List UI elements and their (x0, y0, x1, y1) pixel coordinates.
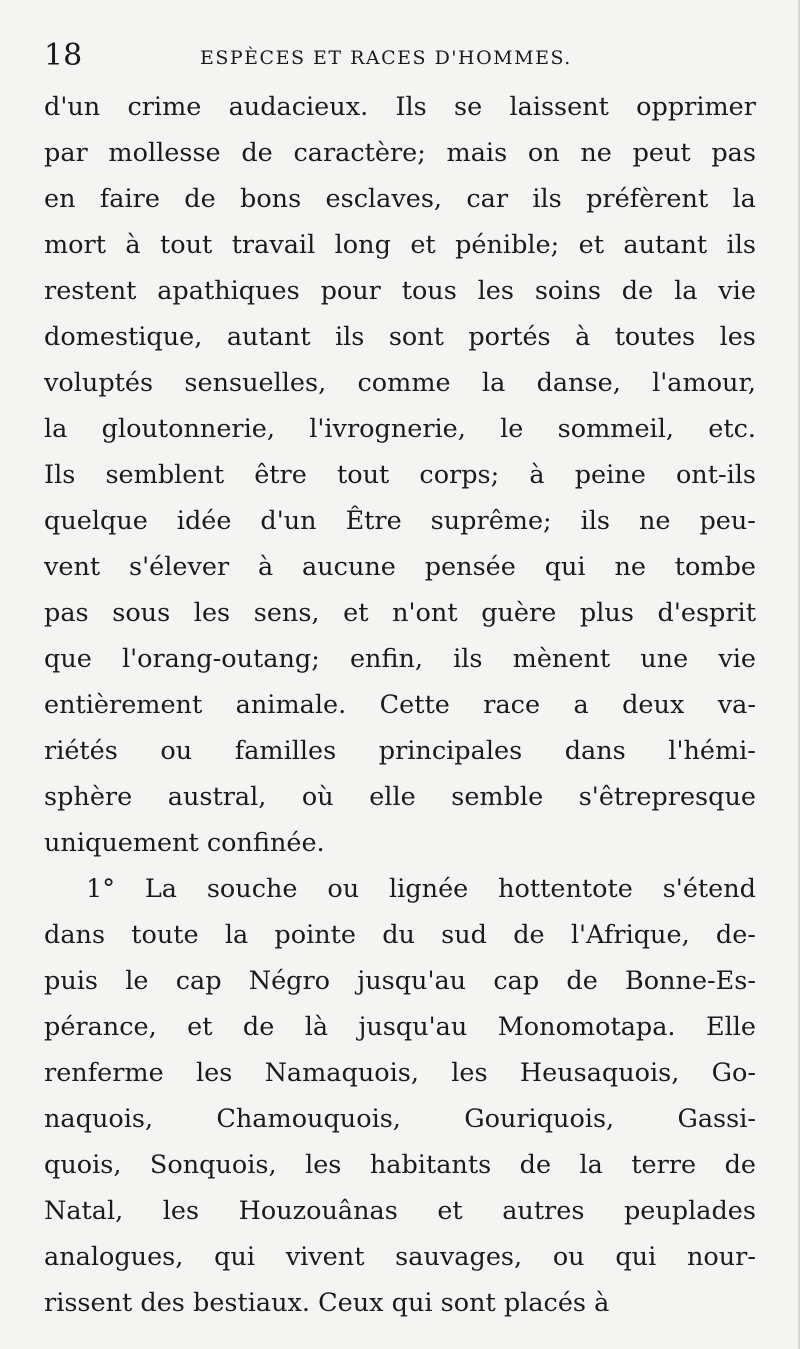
text-line: 1° La souche ou lignée hottentote s'étend (86, 874, 756, 904)
text-line: pas sous les sens, et n'ont guère plus d'esprit (44, 598, 756, 628)
text-line: Ils semblent être tout corps; à peine ont-ils (44, 460, 756, 490)
text-line: restent apathiques pour tous les soins de la vie (44, 276, 756, 306)
text-line: rissent des bestiaux. Ceux qui sont placés à (44, 1288, 610, 1318)
text-line: vent s'élever à aucune pensée qui ne tombe (44, 552, 756, 582)
text-line: mort à tout travail long et pénible; et autant ils (44, 230, 756, 260)
text-line: en faire de bons esclaves, car ils préfèrent la (44, 184, 756, 214)
text-line: analogues, qui vivent sauvages, ou qui nour- (44, 1242, 756, 1272)
text-line: d'un crime audacieux. Ils se laissent opprimer (44, 92, 756, 122)
text-line: voluptés sensuelles, comme la danse, l'amour, (44, 368, 756, 398)
running-title: ESPÈCES ET RACES D'HOMMES. (200, 47, 572, 69)
body-text (44, 84, 756, 1326)
text-line: dans toute la pointe du sud de l'Afrique, de- (44, 920, 756, 950)
text-line: puis le cap Négro jusqu'au cap de Bonne-Es- (44, 966, 756, 996)
text-line: pérance, et de là jusqu'au Monomotapa. Elle (44, 1012, 756, 1042)
text-line: uniquement confinée. (44, 828, 325, 858)
text-line: domestique, autant ils sont portés à toutes les (44, 322, 756, 352)
running-head (44, 36, 754, 76)
text-line: entièrement animale. Cette race a deux va- (44, 690, 756, 720)
text-line: que l'orang-outang; enfin, ils mènent une vie (44, 644, 756, 674)
text-line: naquois, Chamouquois, Gouriquois, Gassi- (44, 1104, 756, 1134)
text-line: renferme les Namaquois, les Heusaquois, Go- (44, 1058, 756, 1088)
text-line: quelque idée d'un Être suprême; ils ne peu- (44, 506, 756, 536)
text-line: sphère austral, où elle semble s'êtrepresque (44, 782, 756, 812)
text-line: la gloutonnerie, l'ivrognerie, le sommeil, etc. (44, 414, 756, 444)
page-number: 18 (44, 38, 83, 73)
text-line: par mollesse de caractère; mais on ne peut pas (44, 138, 756, 168)
text-line: riétés ou familles principales dans l'hémi- (44, 736, 756, 766)
text-line: Natal, les Houzouânas et autres peuplades (44, 1196, 756, 1226)
text-line: quois, Sonquois, les habitants de la terre de (44, 1150, 756, 1180)
